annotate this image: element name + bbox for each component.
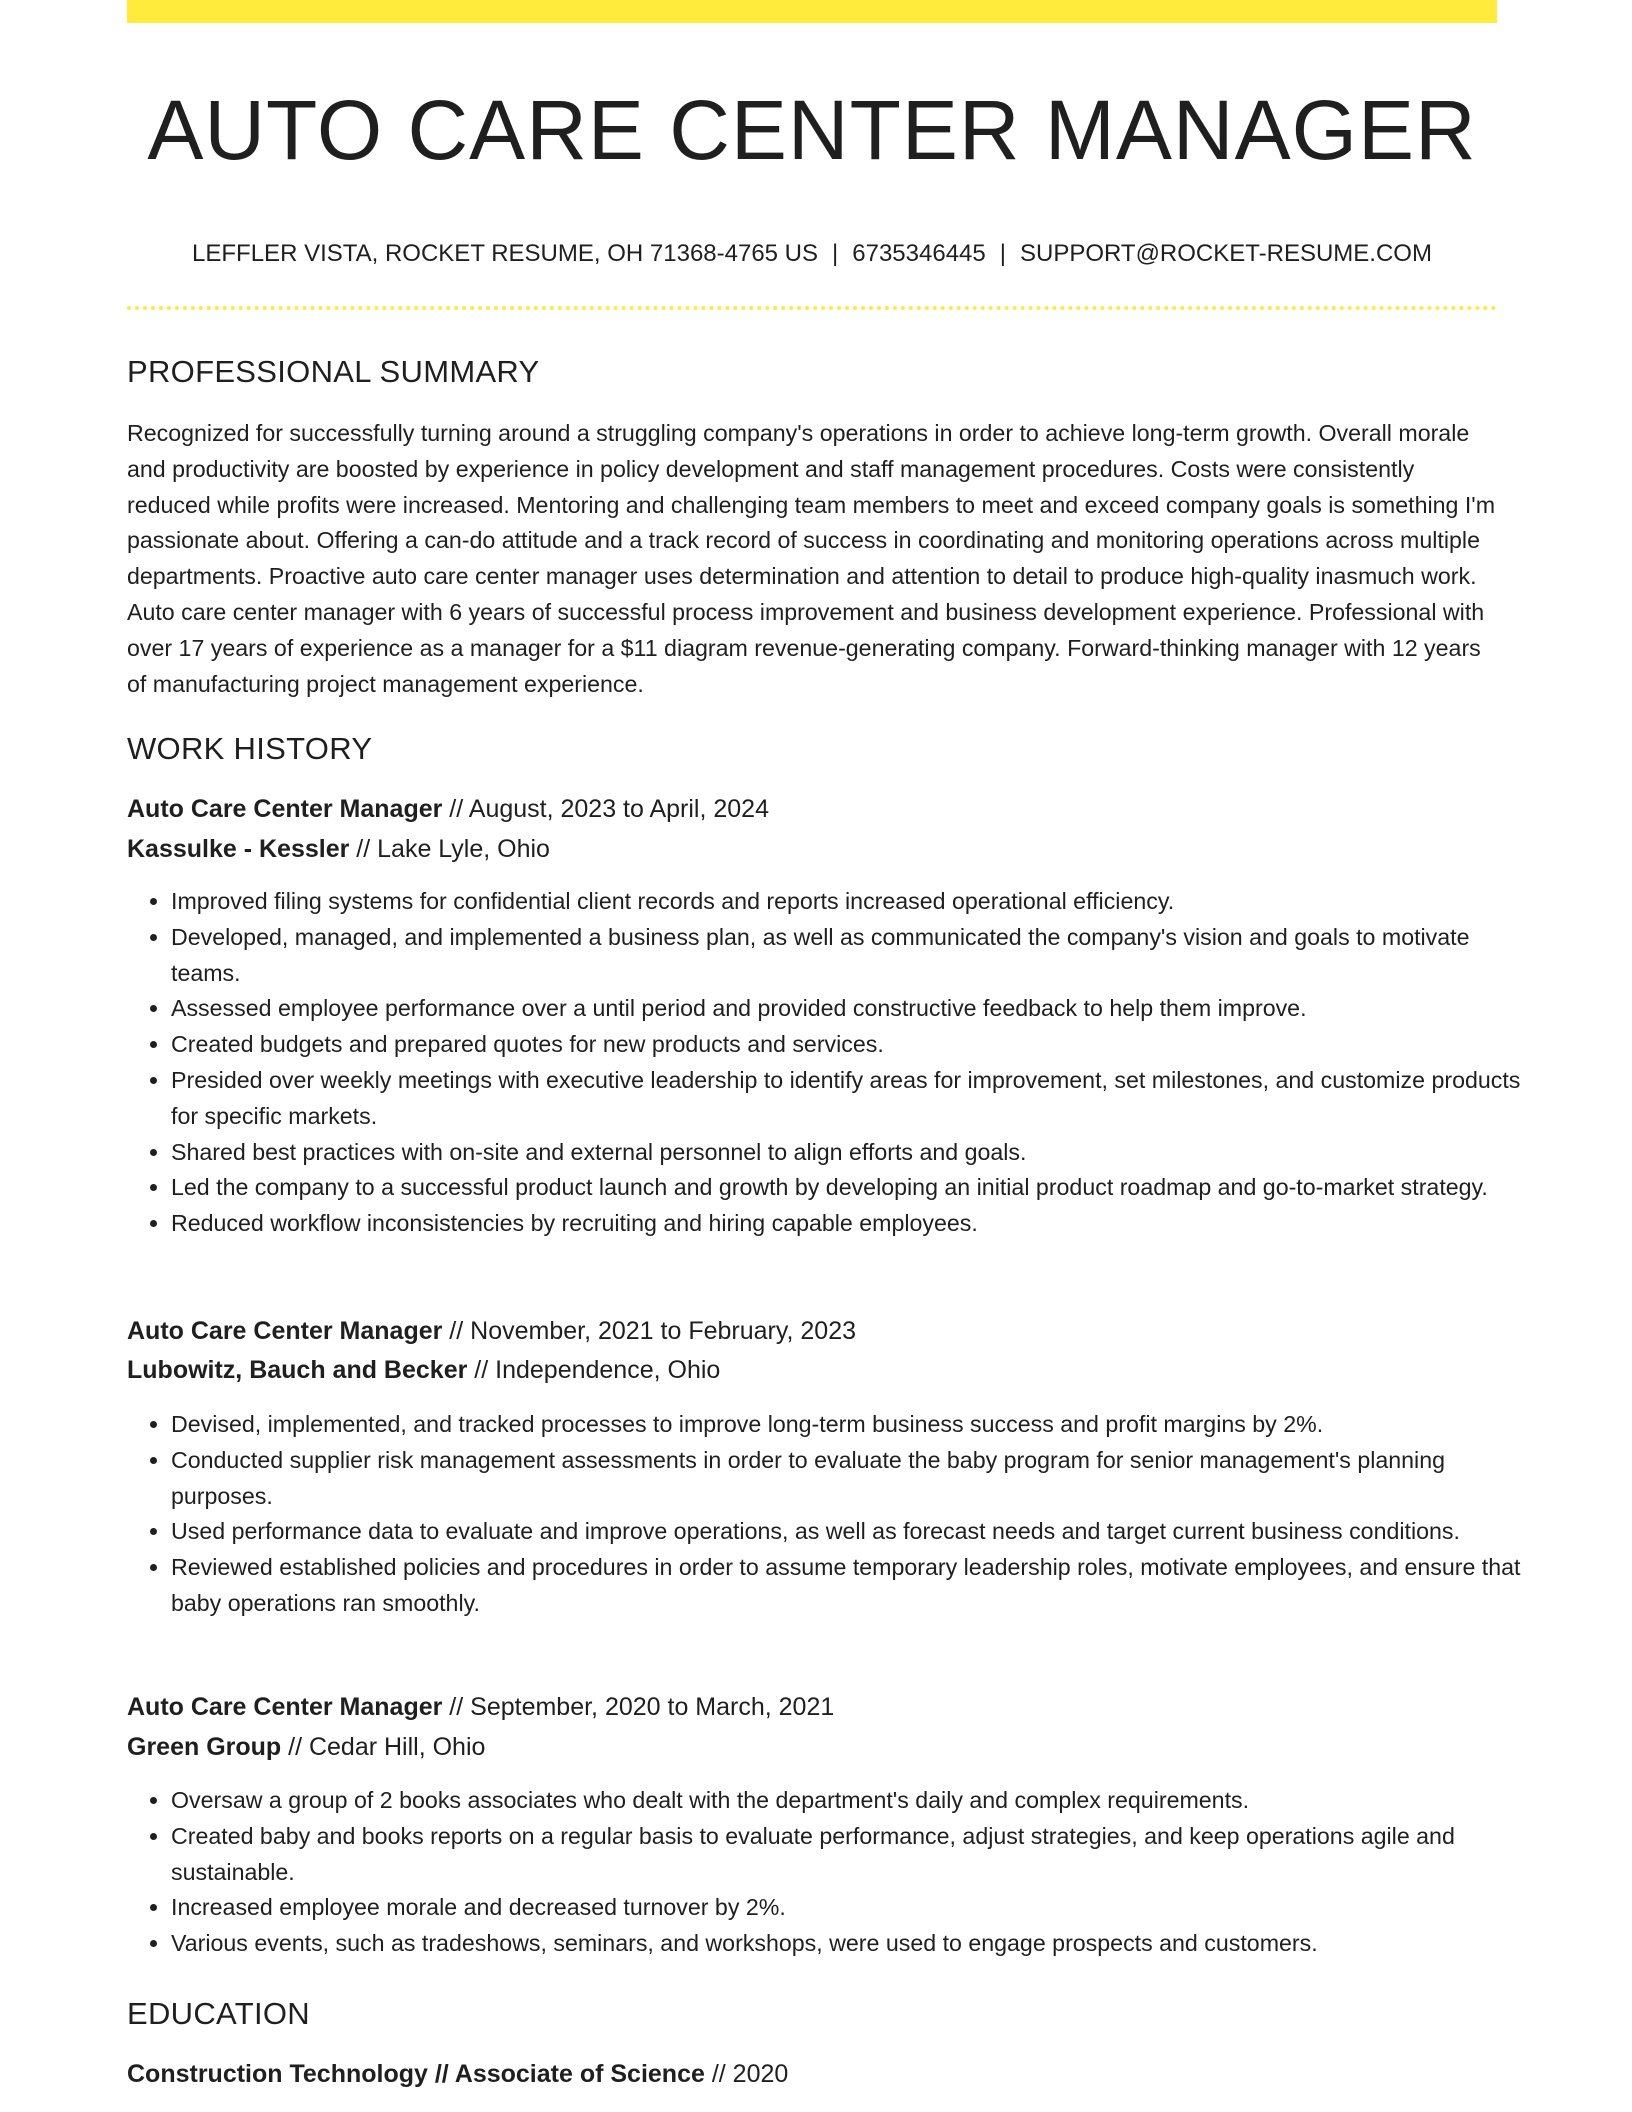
summary-text: Recognized for successfully turning around a struggling company's operations in order to achieve long-term growth. Overall morale and productivity are boosted by experience in policy development and staff management procedures. Costs were consistently reduced while profits were increased. Mentoring and challenging team members to meet and exceed company goals is something I'm passionate about. Offering a can-do attitude and a track record of success in coordinating and monitoring operations across multiple departments. Proactive auto care center manager uses determination and attention to detail to produce high-quality inasmuch work. Auto care center manager with 6 years of successful process improvement and business development experience. Professional with over 17 years of experience as a manager for a $11 diagram revenue-generating company. Forward-thinking manager with 12 years of manufacturing project management experience. xyxy=(127,420,1496,697)
job-company-line xyxy=(127,1729,485,1765)
contact-phone: 6735346445 xyxy=(852,240,986,267)
list-item: • Created baby and books reports on a regular basis to evaluate performance, adjust strategies, and keep operations agile and sustainable. xyxy=(171,1819,1543,1891)
job-role: Auto Care Center Manager xyxy=(127,1693,443,1721)
list-item: • Increased employee morale and decreased turnover by 2%. xyxy=(171,1890,1543,1926)
job-bullet-list xyxy=(127,884,1543,1242)
list-item: • Devised, implemented, and tracked processes to improve long-term business success and profit margins by 2%. xyxy=(171,1407,1543,1443)
page-title: AUTO CARE CENTER MANAGER xyxy=(147,83,1477,177)
job-title-line xyxy=(127,791,769,827)
accent-top-bar xyxy=(127,0,1497,23)
job-title-line xyxy=(127,1689,834,1725)
list-item: • Reduced workflow inconsistencies by recruiting and hiring capable employees. xyxy=(171,1206,1543,1242)
list-item: • Assessed employee performance over a until period and provided constructive feedback to help them improve. xyxy=(171,991,1543,1027)
job-location: // Lake Lyle, Ohio xyxy=(349,835,550,863)
list-item: • Used performance data to evaluate and improve operations, as well as forecast needs and target current business conditions. xyxy=(171,1514,1543,1550)
job-company: Lubowitz, Bauch and Becker xyxy=(127,1356,468,1384)
contact-separator: | xyxy=(832,240,839,267)
job-role: Auto Care Center Manager xyxy=(127,1317,443,1345)
job-dates: // August, 2023 to April, 2024 xyxy=(442,795,769,823)
job-location: // Cedar Hill, Ohio xyxy=(281,1733,486,1761)
job-location: // Independence, Ohio xyxy=(467,1356,721,1384)
education-entry xyxy=(127,2056,788,2092)
job-company: Green Group xyxy=(127,1733,282,1761)
job-title-line xyxy=(127,1313,856,1349)
job-company-line xyxy=(127,1352,720,1388)
job-dates: // September, 2020 to March, 2021 xyxy=(442,1693,835,1721)
list-item: • Reviewed established policies and procedures in order to assume temporary leadership roles, motivate employees, and ensure that baby operations ran smoothly. xyxy=(171,1550,1543,1622)
list-item: • Created budgets and prepared quotes for new products and services. xyxy=(171,1027,1543,1063)
list-item: • Improved filing systems for confidential client records and reports increased operational efficiency. xyxy=(171,884,1543,920)
job-role: Auto Care Center Manager xyxy=(127,795,443,823)
education-degree: Construction Technology // Associate of Science xyxy=(127,2060,705,2088)
section-title-work-history: WORK HISTORY xyxy=(127,731,373,766)
dotted-divider xyxy=(127,306,1497,310)
list-item: • Led the company to a successful product launch and growth by developing an initial product roadmap and go-to-market strategy. xyxy=(171,1170,1543,1206)
list-item: • Presided over weekly meetings with executive leadership to identify areas for improvement, set milestones, and customize products for specific markets. xyxy=(171,1063,1543,1135)
job-dates: // November, 2021 to February, 2023 xyxy=(442,1317,857,1345)
list-item: • Shared best practices with on-site and external personnel to align efforts and goals. xyxy=(171,1135,1543,1171)
contact-email: SUPPORT@ROCKET-RESUME.COM xyxy=(1019,240,1432,267)
list-item: • Oversaw a group of 2 books associates who dealt with the department's daily and complex requirements. xyxy=(171,1783,1543,1819)
contact-address: LEFFLER VISTA, ROCKET RESUME, OH 71368-4765 US xyxy=(192,240,819,267)
job-bullet-list xyxy=(127,1783,1543,1962)
education-year: // 2020 xyxy=(704,2060,789,2088)
list-item: • Various events, such as tradeshows, seminars, and workshops, were used to engage prospects and customers. xyxy=(171,1926,1543,1962)
section-title-summary: PROFESSIONAL SUMMARY xyxy=(127,354,540,389)
contact-separator: | xyxy=(999,240,1006,267)
job-company: Kassulke - Kessler xyxy=(127,835,350,863)
section-title-education: EDUCATION xyxy=(127,1996,310,2031)
list-item: • Conducted supplier risk management assessments in order to evaluate the baby program for senior management's planning purposes. xyxy=(171,1443,1543,1515)
job-bullet-list xyxy=(127,1407,1543,1622)
contact-line xyxy=(127,236,1497,272)
list-item: • Developed, managed, and implemented a business plan, as well as communicated the company's vision and goals to motivate teams. xyxy=(171,920,1543,992)
job-company-line xyxy=(127,831,550,867)
